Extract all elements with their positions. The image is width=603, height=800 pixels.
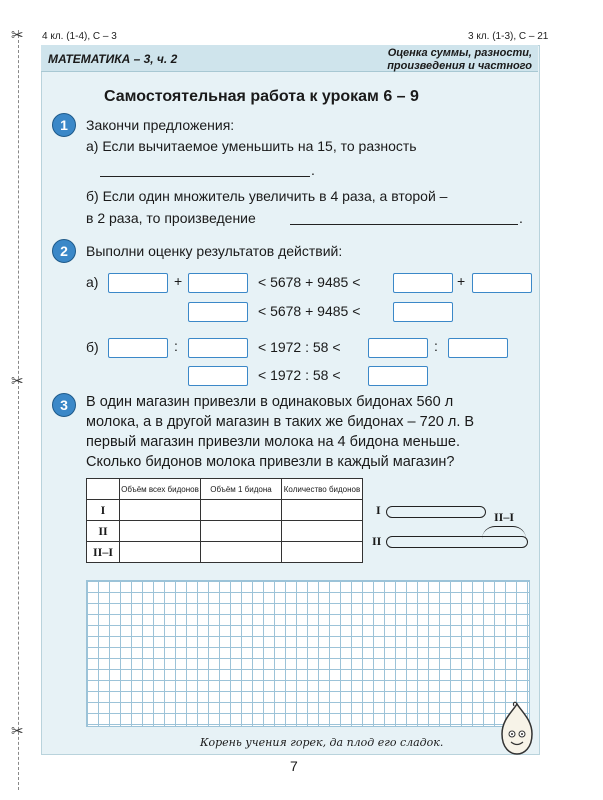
division-expression: < 1972 : 58 < <box>258 367 341 383</box>
task2-a-label: а) <box>86 274 99 290</box>
task2-prompt: Выполни оценку результатов действий: <box>86 243 343 259</box>
task3-text-line: молока, а в другой магазин в таких же бидонах – 720 л. В <box>86 414 475 430</box>
estimate-input[interactable] <box>368 338 428 358</box>
column-header: Объём 1 бидона <box>201 479 282 500</box>
sum-expression: < 5678 + 9485 < <box>258 274 361 290</box>
scissors-icon: ✂ <box>11 373 24 390</box>
diagram-label: I <box>376 503 381 517</box>
task-number-badge: 1 <box>52 113 76 137</box>
task1-b-text-2: в 2 раза, то произведение <box>86 210 256 226</box>
topic-label: Оценка суммы, разности, произведения и частного <box>387 47 532 72</box>
onion-mascot-icon <box>494 700 540 758</box>
diagram-label: II–I <box>494 510 515 524</box>
estimate-input[interactable] <box>108 273 168 293</box>
sum-expression: < 5678 + 9485 < <box>258 303 361 319</box>
colon-sign: : <box>434 338 438 354</box>
estimate-result-input[interactable] <box>368 366 428 386</box>
estimate-input[interactable] <box>108 338 168 358</box>
table-cell[interactable] <box>282 542 363 563</box>
task1-prompt: Закончи предложения: <box>86 117 235 133</box>
row-header: II–I <box>87 542 120 563</box>
estimate-input[interactable] <box>188 338 248 358</box>
task-number-badge: 3 <box>52 393 76 417</box>
table-row <box>87 500 363 521</box>
scissors-icon: ✂ <box>11 723 24 740</box>
task1-b-text: б) Если один множитель увеличить в 4 раза, а второй – <box>86 188 448 204</box>
estimate-result-input[interactable] <box>188 302 248 322</box>
column-header: Объём всех бидонов <box>120 479 201 500</box>
difference-brace <box>482 526 526 539</box>
table-row <box>87 542 363 563</box>
row-header: II <box>87 521 120 542</box>
left-code: 4 кл. (1-4), С – 3 <box>42 31 117 42</box>
subject-label: МАТЕМАТИКА – 3, ч. 2 <box>48 52 178 66</box>
table-cell[interactable] <box>282 500 363 521</box>
proverb-text: Корень учения горек, да плод его сладок. <box>200 736 444 749</box>
estimate-input[interactable] <box>472 273 532 293</box>
colon-sign: : <box>174 338 178 354</box>
task1-a-end: . <box>311 162 315 178</box>
row-header: I <box>87 500 120 521</box>
right-code: 3 кл. (1-3), С – 21 <box>468 31 549 42</box>
estimate-result-input[interactable] <box>188 366 248 386</box>
task3-text-line: В один магазин привезли в одинаковых бидонах 560 л <box>86 394 454 410</box>
task3-text-line: Сколько бидонов молока привезли в каждый магазин? <box>86 454 455 470</box>
task1-a-text: а) Если вычитаемое уменьшить на 15, то разность <box>86 138 417 154</box>
scissors-icon: ✂ <box>11 27 24 44</box>
estimate-input[interactable] <box>188 273 248 293</box>
table-cell[interactable] <box>201 542 282 563</box>
task2-b-label: б) <box>86 339 99 355</box>
table-cell[interactable] <box>120 542 201 563</box>
table-cell[interactable] <box>120 500 201 521</box>
plus-sign: + <box>174 273 183 289</box>
estimate-input[interactable] <box>448 338 508 358</box>
page-number: 7 <box>290 758 298 774</box>
division-expression: < 1972 : 58 < <box>258 339 341 355</box>
task1-b-answer-line[interactable] <box>290 224 518 225</box>
table-cell[interactable] <box>120 521 201 542</box>
table-cell[interactable] <box>201 521 282 542</box>
estimate-result-input[interactable] <box>393 302 453 322</box>
table-row <box>87 521 363 542</box>
answer-grid[interactable] <box>86 580 530 727</box>
task1-b-end: . <box>519 210 523 226</box>
data-table <box>86 478 363 563</box>
task-number-badge: 2 <box>52 239 76 263</box>
table-cell[interactable] <box>282 521 363 542</box>
column-header: Количество бидонов <box>282 479 363 500</box>
segment-bar <box>386 506 486 518</box>
table-header-row <box>87 479 363 500</box>
cut-line <box>18 30 19 790</box>
page-title: Самостоятельная работа к урокам 6 – 9 <box>104 88 419 105</box>
task1-a-answer-line[interactable] <box>100 176 310 177</box>
task3-text-line: первый магазин привезли молока на 4 бидона меньше. <box>86 434 460 450</box>
plus-sign: + <box>457 273 466 289</box>
diagram-label: II <box>372 534 382 548</box>
table-cell[interactable] <box>201 500 282 521</box>
estimate-input[interactable] <box>393 273 453 293</box>
